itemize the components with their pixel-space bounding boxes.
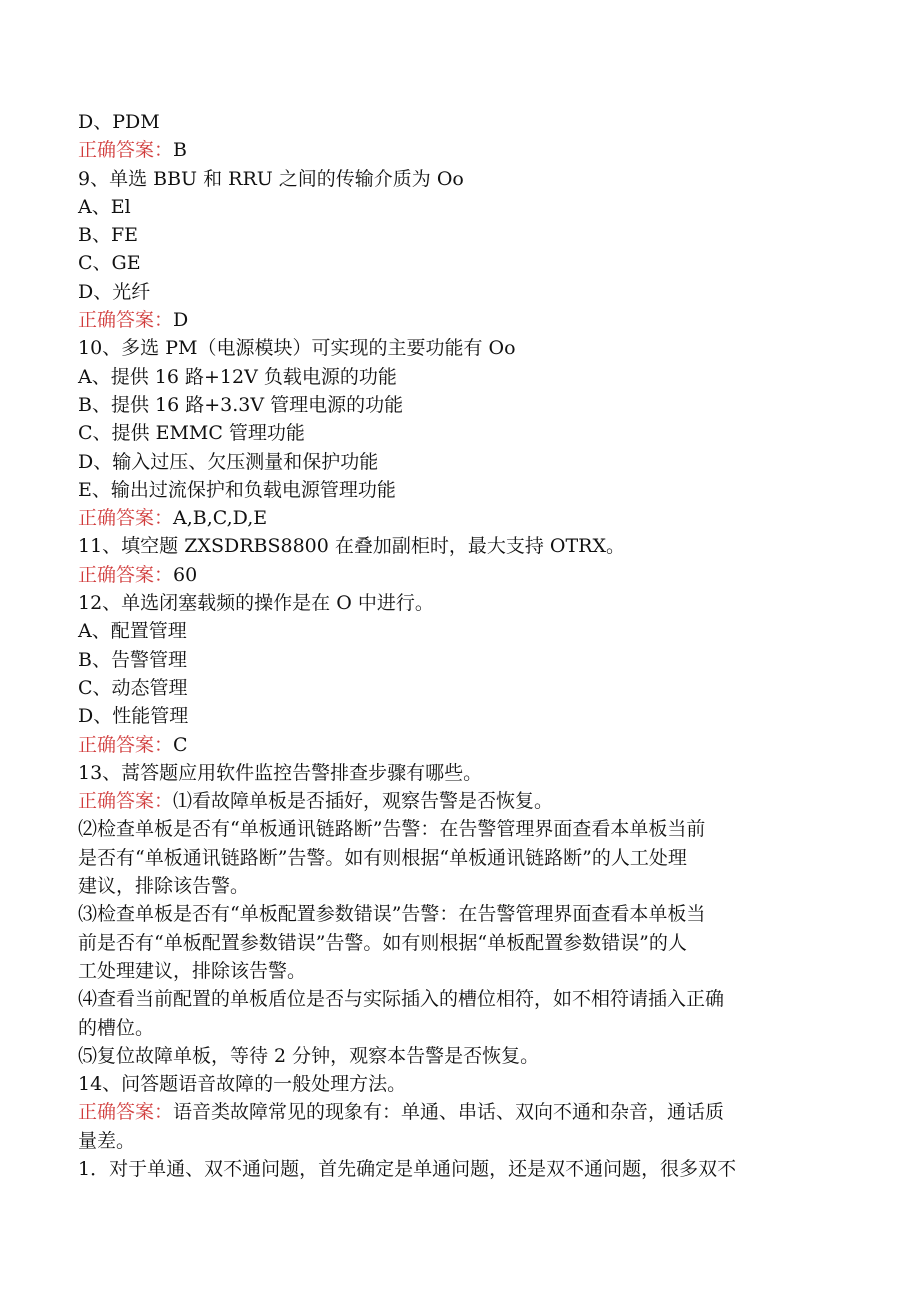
answer-label: 正确答案： (78, 1101, 174, 1124)
line-text: E、输出过流保护和负载电源管理功能 (78, 478, 396, 501)
line-text: 建议，排除该告警。 (78, 875, 250, 898)
answer-line (78, 306, 858, 334)
line-text: D、输入过压、欠压测量和保护功能 (78, 450, 379, 473)
line-text: D、PDM (78, 111, 160, 133)
text-line (78, 278, 858, 306)
text-line (78, 702, 858, 730)
text-line (78, 617, 858, 645)
line-text: ⑸复位故障单板，等待 2 分钟，观察本告警是否恢复。 (78, 1044, 540, 1067)
line-text: 量差。 (78, 1129, 136, 1152)
line-text: 前是否有“单板配置参数错误”告警。如有则根据“单板配置参数错误”的人 (78, 931, 687, 954)
line-text: C、GE (78, 252, 141, 275)
line-text: B、提供 16 路+3.3V 管理电源的功能 (78, 393, 404, 416)
text-line (78, 929, 858, 957)
line-text: A、提供 16 路+12V 负载电源的功能 (78, 365, 397, 388)
text-line (78, 221, 858, 249)
line-text: A、El (78, 195, 131, 218)
text-line (78, 391, 858, 419)
text-line (78, 1127, 858, 1155)
line-text: D、光纤 (78, 280, 151, 303)
answer-label: 正确答案： (78, 790, 174, 813)
answer-label: 正确答案： (78, 139, 174, 162)
text-line (78, 844, 858, 872)
answer-line (78, 1098, 858, 1126)
line-text: 13、蒿答题应用软件监控告警排查步骤有哪些。 (78, 761, 483, 784)
text-line (78, 1042, 858, 1070)
text-line (78, 165, 858, 193)
text-line (78, 532, 858, 560)
line-text: 14、问答题语音故障的一般处理方法。 (78, 1073, 407, 1096)
answer-label: 正确答案： (78, 507, 174, 530)
line-text: B、告警管理 (78, 648, 187, 671)
answer-line (78, 561, 858, 589)
line-text: ⑶检查单板是否有“单板配置参数错误”告警：在告警管理界面查看本单板当 (78, 903, 706, 926)
text-line (78, 193, 858, 221)
line-text: 12、单选闭塞载频的操作是在 O 中进行。 (78, 592, 434, 615)
text-line (78, 589, 858, 617)
text-line (78, 476, 858, 504)
text-line (78, 334, 858, 362)
answer-label: 正确答案： (78, 733, 174, 756)
text-line (78, 1155, 858, 1183)
text-line (78, 759, 858, 787)
answer-text: ⑴看故障单板是否插好，观察告警是否恢复。 (173, 790, 554, 813)
line-text: 的槽位。 (78, 1016, 155, 1039)
answer-label: 正确答案： (78, 309, 174, 332)
line-text: A、配置管理 (78, 620, 187, 643)
line-text: ⑵检查单板是否有“单板通讯链路断”告警：在告警管理界面查看本单板当前 (78, 818, 706, 841)
answer-text: 60 (173, 563, 198, 586)
text-line (78, 108, 858, 136)
line-text: 11、填空题 ZXSDRBS8800 在叠加副柜时，最大支持 OTRX。 (78, 535, 625, 558)
answer-line (78, 731, 858, 759)
text-line (78, 674, 858, 702)
text-line (78, 1014, 858, 1042)
text-line (78, 1070, 858, 1098)
line-text: ⑷查看当前配置的单板盾位是否与实际插入的槽位相符，如不相符请插入正确 (78, 988, 725, 1011)
text-line (78, 900, 858, 928)
answer-line (78, 136, 858, 164)
line-text: C、动态管理 (78, 676, 188, 699)
text-line (78, 448, 858, 476)
text-line (78, 363, 858, 391)
text-line (78, 419, 858, 447)
answer-line (78, 787, 858, 815)
answer-text: D (173, 309, 189, 332)
line-text: C、提供 EMMC 管理功能 (78, 422, 305, 445)
answer-label: 正确答案： (78, 563, 174, 586)
answer-text: 语音类故障常见的现象有：单通、串话、双向不通和杂音，通话质 (173, 1101, 725, 1124)
text-line (78, 985, 858, 1013)
text-line (78, 957, 858, 985)
text-line (78, 646, 858, 674)
line-text: 工处理建议，排除该告警。 (78, 959, 307, 982)
line-text: D、性能管理 (78, 705, 189, 728)
text-line (78, 249, 858, 277)
line-text: 10、多选 PM（电源模块）可实现的主要功能有 Oo (78, 337, 516, 360)
text-line (78, 872, 858, 900)
answer-text: C (173, 733, 188, 756)
document-page (78, 108, 858, 1183)
text-line (78, 815, 858, 843)
line-text: 9、单选 BBU 和 RRU 之间的传输介质为 Oo (78, 167, 464, 190)
line-text: B、FE (78, 224, 139, 247)
line-text: 是否有“单板通讯链路断”告警。如有则根据“单板通讯链路断”的人工处理 (78, 846, 687, 869)
answer-line (78, 504, 858, 532)
answer-text: A,B,C,D,E (173, 507, 268, 530)
line-text: 1．对于单通、双不通问题，首先确定是单通问题，还是双不通问题，很多双不 (78, 1157, 737, 1180)
answer-text: B (173, 139, 187, 162)
